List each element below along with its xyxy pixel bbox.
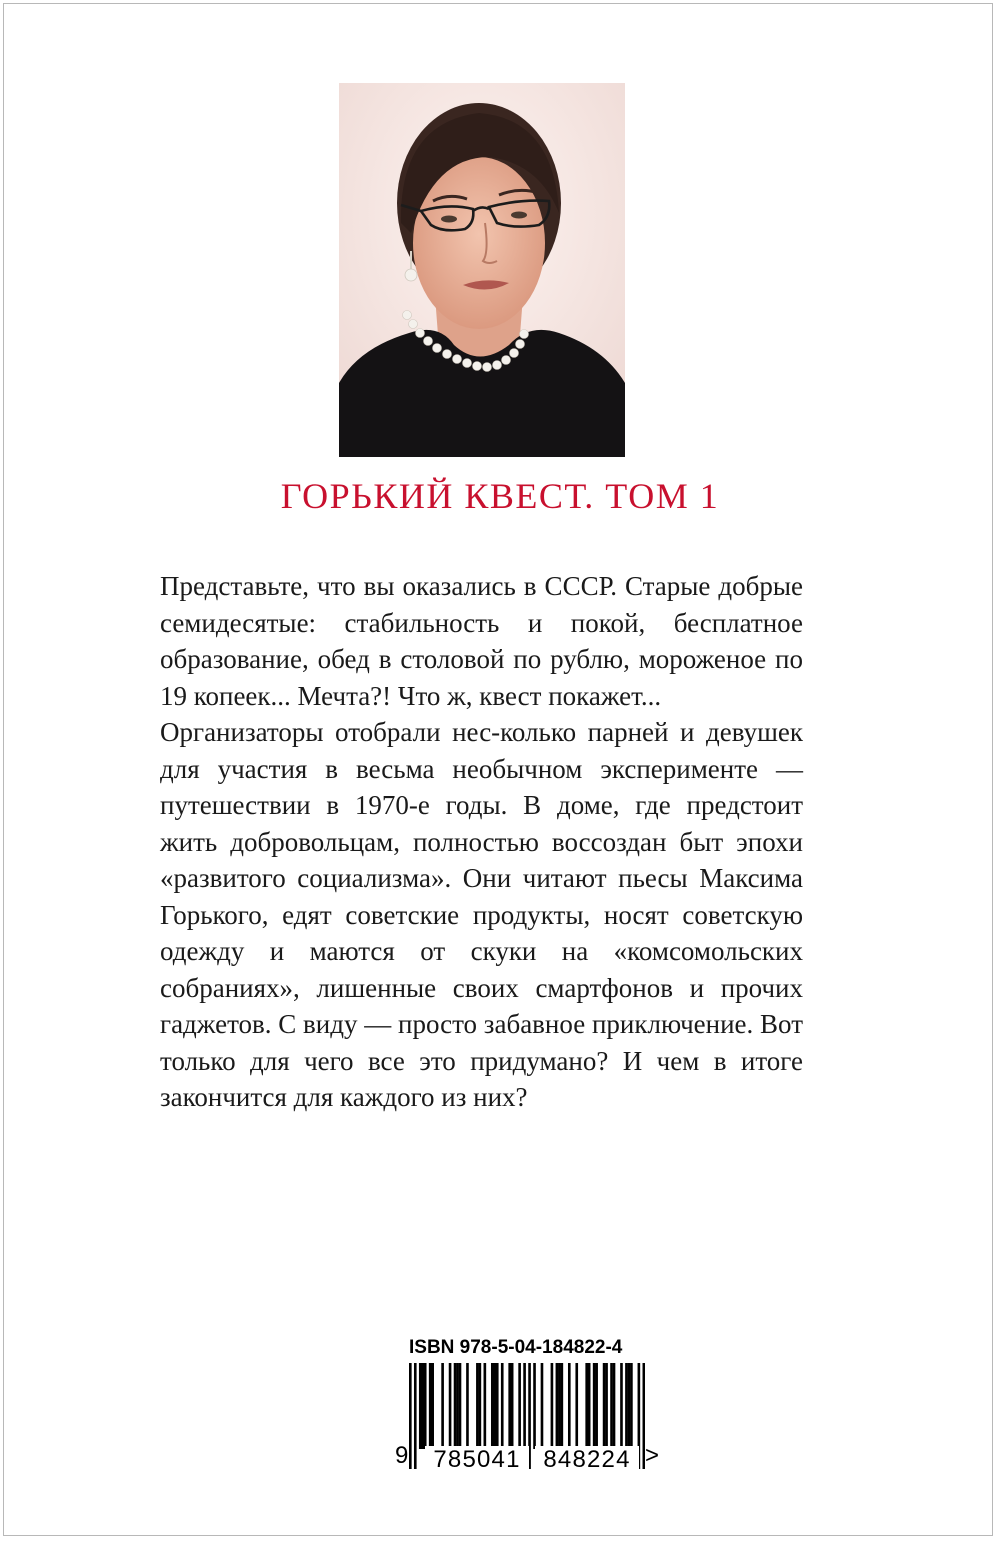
barcode-bar — [421, 1363, 424, 1449]
barcode-bar — [476, 1363, 479, 1449]
barcode-bar — [456, 1363, 459, 1449]
barcode-bar — [625, 1363, 628, 1449]
book-title: ГОРЬКИЙ КВЕСТ. ТОМ 1 — [280, 476, 720, 516]
barcode-bar — [630, 1363, 633, 1449]
barcode-bar — [593, 1363, 596, 1449]
barcode-bar — [496, 1363, 499, 1449]
barcode-bar — [628, 1363, 631, 1449]
barcode-bar — [441, 1363, 444, 1449]
barcode-bar — [610, 1363, 613, 1449]
barcode-bar — [419, 1363, 422, 1449]
ean-left-digits: 785041 — [425, 1446, 529, 1474]
barcode-bar — [459, 1363, 462, 1449]
barcode-bar — [595, 1363, 598, 1449]
barcode-bar — [613, 1363, 616, 1449]
barcode-bar — [561, 1363, 564, 1449]
barcode-bar — [409, 1363, 412, 1469]
barcode-bar — [558, 1363, 561, 1449]
annotation-text — [160, 568, 803, 1116]
barcode-bar — [541, 1363, 544, 1449]
barcode-bar — [479, 1363, 482, 1449]
barcode-bar — [449, 1363, 452, 1449]
barcode-bar — [556, 1363, 559, 1449]
portrait-illustration — [339, 83, 625, 457]
barcode-bar — [493, 1363, 496, 1449]
barcode-bar — [605, 1363, 608, 1449]
barcode-bar — [484, 1363, 487, 1449]
barcode-bar — [568, 1363, 571, 1449]
ean-quiet-zone-mark: > — [645, 1442, 660, 1469]
barcode-bar — [588, 1363, 591, 1449]
barcode-bar — [603, 1363, 606, 1449]
barcode-bar — [533, 1363, 536, 1449]
barcode-bar — [511, 1363, 514, 1449]
barcode-bar — [431, 1363, 434, 1449]
ean-right-digits: 848224 — [535, 1446, 639, 1474]
barcode-bar — [466, 1363, 469, 1449]
barcode-bar — [585, 1363, 588, 1449]
ean-lead-digit: 9 — [395, 1442, 409, 1469]
barcode-bar — [551, 1363, 554, 1449]
barcode-bar — [620, 1363, 623, 1449]
barcode-bar — [424, 1363, 427, 1449]
barcode-bar — [518, 1363, 521, 1449]
isbn-barcode — [395, 1337, 665, 1477]
author-photo — [339, 83, 625, 457]
annotation-paragraph: Организаторы отобрали нес-колько парней и девушек для участия в весьма необычном эксперименте — путешествии в 1970-е годы. В доме, где предстоит жить добровольцам, полностью воссоздан быт эпохи «развитого социализма». Они читают пьесы Максима Горького, едят советские продукты, носят советскую одежду и маются от скуки на «комсомольских собраниях», лишенные своих смартфонов и прочих гаджетов. С виду — просто забавное приключение. Вот только для чего все это придумано? И чем в итоге закончится для каждого из них? — [160, 717, 803, 1112]
annotation-paragraph: Представьте, что вы оказались в СССР. Старые добрые семидесятые: стабильность и покой, бесплатное образование, обед в столовой по рублю, мороженое по 19 копеек... Мечта?! Что ж, квест покажет... — [160, 571, 803, 711]
barcode-bar — [414, 1363, 417, 1469]
barcode-bar — [429, 1363, 432, 1449]
barcode-bar — [575, 1363, 578, 1449]
isbn-number: ISBN 978-5-04-184822-4 — [409, 1337, 623, 1358]
barcode-bar — [454, 1363, 457, 1449]
barcode-bar — [501, 1363, 504, 1449]
barcode-bar — [491, 1363, 494, 1449]
barcode-bar — [508, 1363, 511, 1449]
